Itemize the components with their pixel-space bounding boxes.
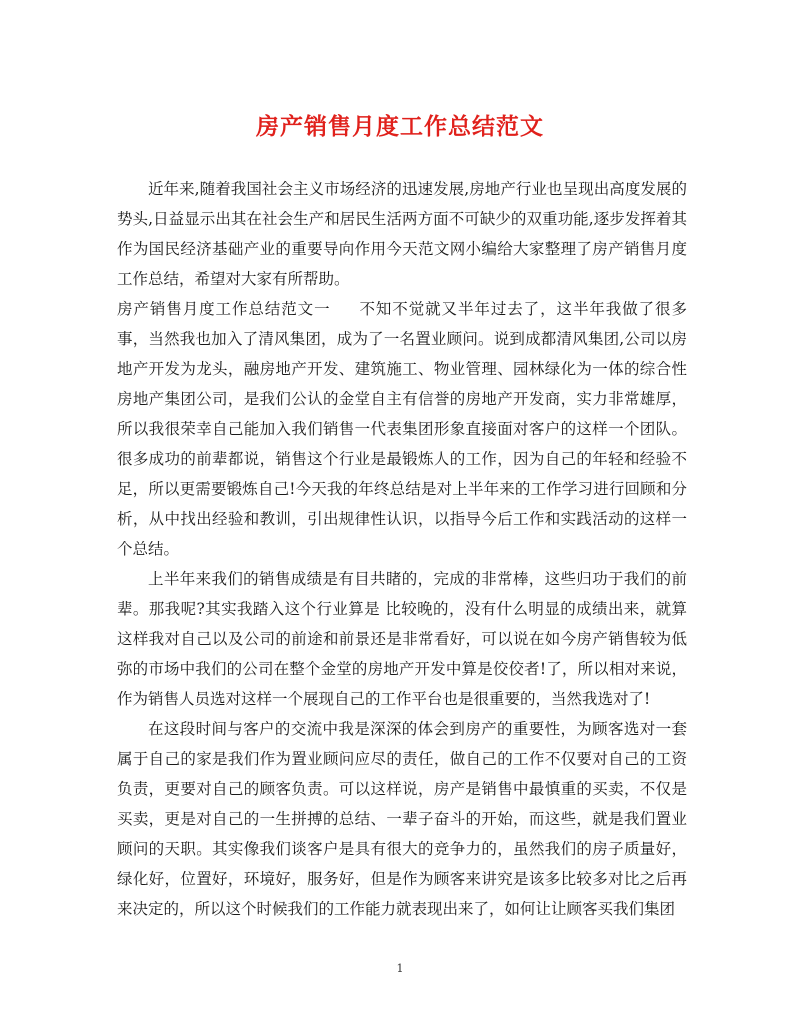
paragraph-customer-exchange: 在这段时间与客户的交流中我是深深的体会到房产的重要性，为顾客选对一套属于自己的家是我们作为置业顾问应尽的责任，做自己的工作不仅要对自己的工资负责，更要对自己的顾客负责。可以这样说，房产是销售中最慎重的买卖，不仅是买卖，更是对自己的一生拼搏的总结、一辈子奋斗的开始，而这些，就是我们置业顾问的天职。其实像我们谈客户是具有很大的竞争力的，虽然我们的房子质量好，绿化好，位置好，环境好，服务好，但是作为顾客来讲究是该多比较多对比之后再来决定的，所以这个时候我们的工作能力就表现出来了，如何让让顾客买我们集团 [117,720,687,918]
document-body [117,174,687,924]
page-number: 1 [396,962,404,975]
paragraph-intro: 近年来,随着我国社会主义市场经济的迅速发展,房地产行业也呈现出高度发展的势头,日益显示出其在社会生产和居民生活两方面不可缺少的双重功能,逐步发挥着其作为国民经济基础产业的重要导向作用今天范文网小编给大家整理了房产销售月度工作总结，希望对大家有所帮助。 [117,180,687,288]
paragraph-section-one [117,294,687,564]
paragraph-sales-results: 上半年来我们的销售成绩是有目共睹的，完成的非常棒，这些归功于我们的前辈。那我呢?其实我踏入这个行业算是 比较晚的，没有什么明显的成绩出来，就算这样我对自己以及公司的前途和前景还是非常看好，可以说在如今房产销售较为低弥的市场中我们的公司在整个金堂的房地产开发中算是佼佼者!了，所以相对来说，作为销售人员选对这样一个展现自己的工作平台也是很重要的，当然我选对了! [117,570,687,708]
document-title: 房产销售月度工作总结范文 [256,113,544,140]
section-heading: 房产销售月度工作总结范文一 [117,300,331,318]
section-one-text: 不知不觉就又半年过去了，这半年我做了很多事，当然我也加入了清风集团，成为了一名置业顾问。说到成都清风集团,公司以房地产开发为龙头，融房地产开发、建筑施工、物业管理、园林绿化为一体的综合性房地产集团公司，是我们公认的金堂自主有信誉的房地产开发商，实力非常雄厚，所以我很荣幸自己能加入我们销售一代表集团形象直接面对客户的这样一个团队。很多成功的前辈都说，销售这个行业是最锻炼人的工作，因为自己的年轻和经验不足，所以更需要锻炼自己!今天我的年终总结是对上半年来的工作学习进行回顾和分析，从中找出经验和教训，引出规律性认识，以指导今后工作和实践活动的这样一个总结。 [117,300,687,558]
